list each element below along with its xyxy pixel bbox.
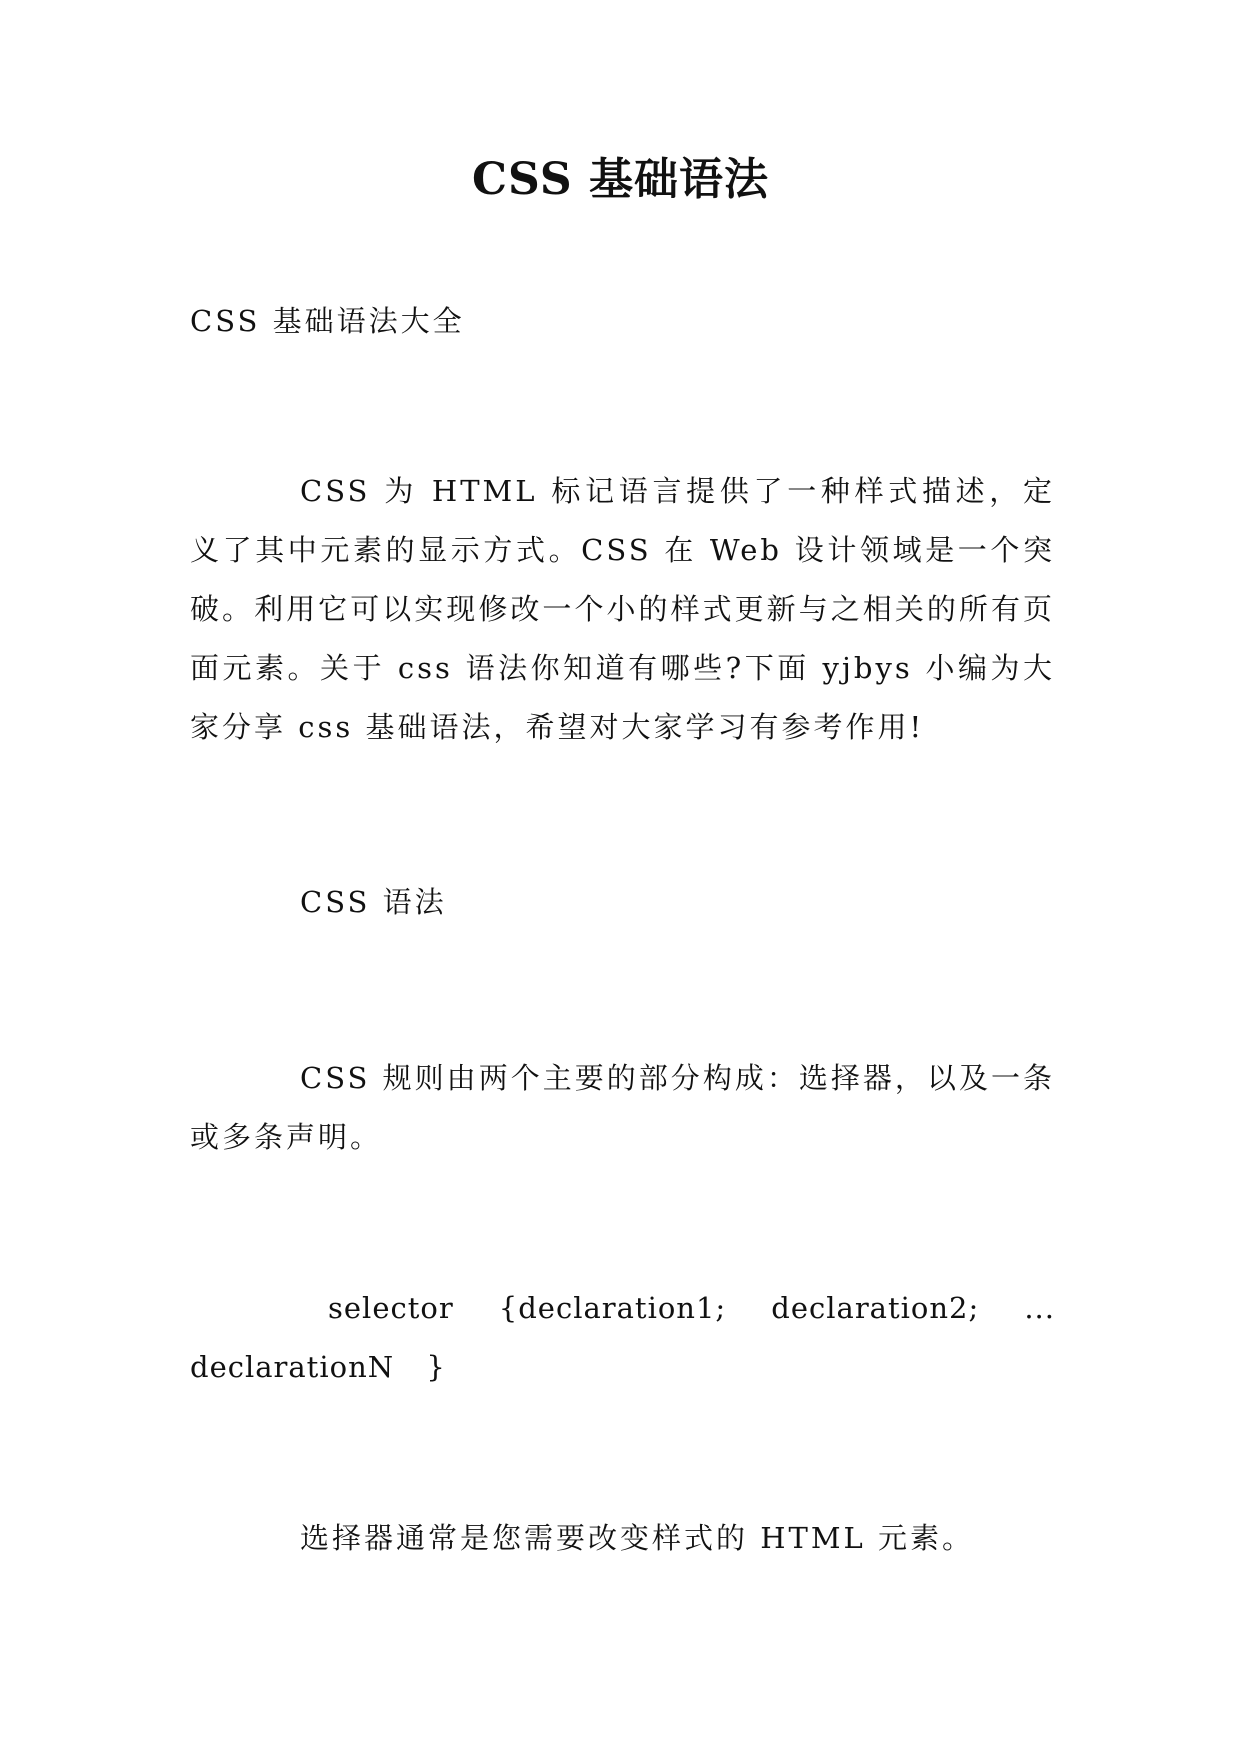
- document-heading: CSS 基础语法大全: [190, 304, 465, 338]
- document-title: CSS 基础语法: [472, 154, 769, 205]
- selector-description-paragraph: 选择器通常是您需要改变样式的 HTML 元素。: [300, 1521, 975, 1555]
- intro-paragraph: CSS 为 HTML 标记语言提供了一种样式描述，定义了其中元素的显示方式。CSS 在 Web 设计领域是一个突破。利用它可以实现修改一个小的样式更新与之相关的所有页面元素。关于 css 语法你知道有哪些?下面 yjbys 小编为大家分享 css 基础语法，希望对大家学习有参考作用!: [190, 474, 1055, 744]
- css-syntax-subheading: CSS 语法: [300, 885, 447, 919]
- syntax-example: selector {declaration1; declaration2; ... declarationN }: [190, 1291, 1055, 1384]
- rule-description-paragraph: CSS 规则由两个主要的部分构成：选择器，以及一条或多条声明。: [190, 1061, 1055, 1154]
